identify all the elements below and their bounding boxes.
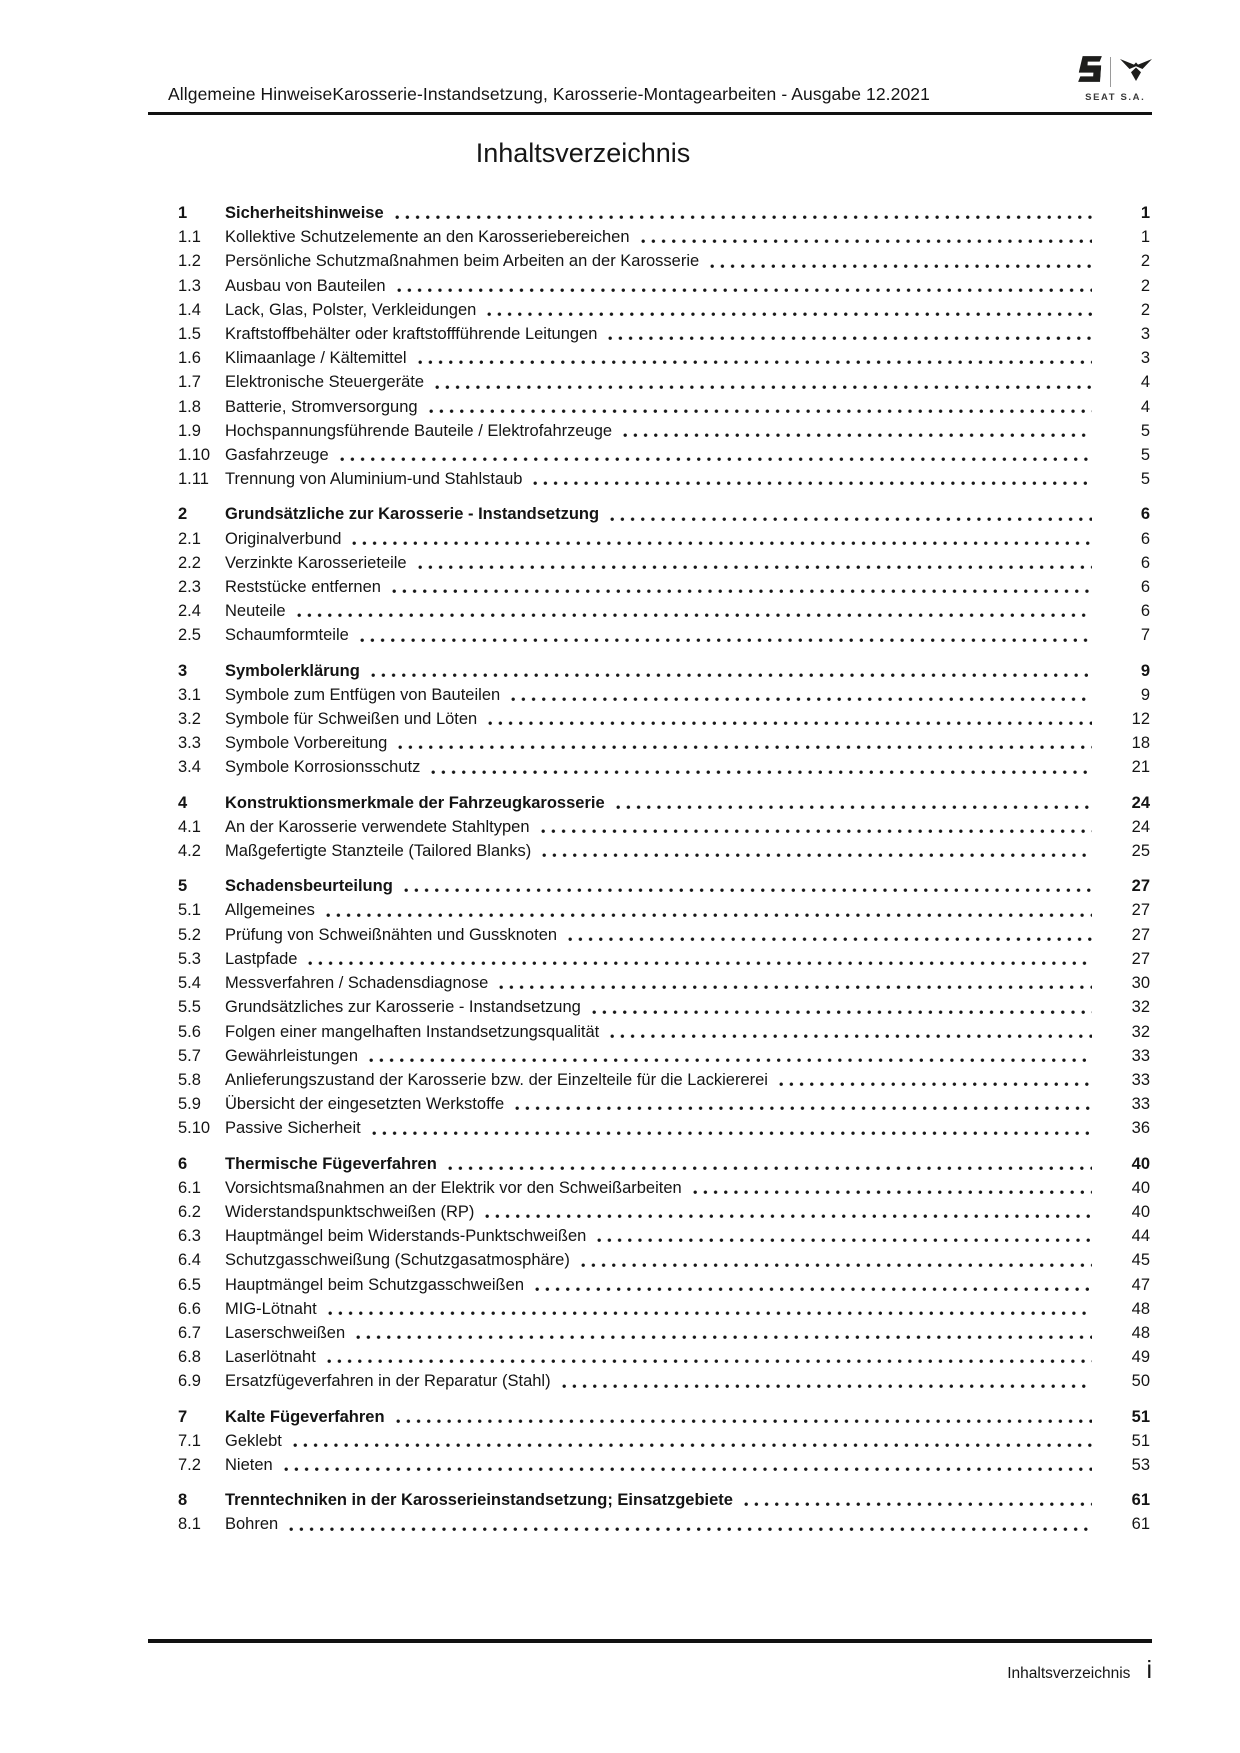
- toc-entry-page: 5: [1140, 421, 1150, 440]
- dot-leader-icon: [289, 1429, 1092, 1453]
- toc-entry-title: Symbole Korrosionsschutz: [225, 758, 421, 777]
- toc-entry-title: Symbole Vorbereitung: [225, 734, 388, 753]
- toc-entry-title: Trenntechniken in der Karosserieinstandsetzung; Einsatzgebiete: [225, 1491, 733, 1510]
- toc-entry-number: 3.4: [178, 758, 201, 777]
- dot-leader-icon: [484, 707, 1092, 731]
- toc-entry-title: Klimaanlage / Kältemittel: [225, 349, 407, 368]
- dot-leader-icon: [425, 395, 1092, 419]
- toc-row: [178, 249, 1150, 273]
- toc-entry-number: 1.8: [178, 397, 201, 416]
- toc-row: [178, 551, 1150, 575]
- toc-row: [178, 683, 1150, 707]
- toc-row: [178, 1152, 1150, 1176]
- toc-row: [178, 1297, 1150, 1321]
- toc-entry-title: Konstruktionsmerkmale der Fahrzeugkarosserie: [225, 793, 605, 812]
- dot-leader-icon: [637, 225, 1093, 249]
- dot-leader-icon: [564, 923, 1092, 947]
- toc-entry-number: 6.5: [178, 1275, 201, 1294]
- toc-entry-title: Kollektive Schutzelemente an den Karosseriebereichen: [225, 228, 630, 247]
- toc-row: [178, 201, 1150, 225]
- toc-entry-title: Hauptmängel beim Widerstands-Punktschweißen: [225, 1227, 587, 1246]
- toc-row: [178, 1488, 1150, 1512]
- dot-leader-icon: [336, 443, 1092, 467]
- toc-row: [178, 707, 1150, 731]
- toc-entry-number: 1: [178, 204, 188, 222]
- toc-entry-number: 2.5: [178, 626, 201, 645]
- toc-entry-page: 30: [1131, 974, 1150, 993]
- dot-leader-icon: [393, 274, 1092, 298]
- toc-entry-page: 27: [1131, 949, 1150, 968]
- toc-entry-number: 6.7: [178, 1323, 201, 1342]
- toc-entry-page: 3: [1140, 349, 1150, 368]
- toc-entry-title: MIG-Lötnaht: [225, 1299, 317, 1318]
- toc-entry-page: 4: [1140, 373, 1150, 392]
- dot-leader-icon: [392, 1405, 1092, 1429]
- footer-label: Inhaltsverzeichnis: [1007, 1665, 1131, 1682]
- toc-entry-title: Batterie, Stromversorgung: [225, 397, 418, 416]
- dot-leader-icon: [414, 551, 1092, 575]
- toc-entry-page: 32: [1131, 1022, 1150, 1041]
- toc-row: [178, 1512, 1150, 1536]
- toc-entry-title: Hauptmängel beim Schutzgasschweißen: [225, 1275, 524, 1294]
- toc-entry-number: 2: [178, 505, 188, 524]
- dot-leader-icon: [427, 755, 1092, 779]
- toc-entry-title: An der Karosserie verwendete Stahltypen: [225, 817, 530, 836]
- toc-entry-title: Neuteile: [225, 602, 286, 621]
- dot-leader-icon: [606, 1020, 1092, 1044]
- toc-entry-title: Schadensbeurteilung: [225, 877, 393, 896]
- dot-leader-icon: [367, 659, 1092, 683]
- toc-entry-number: 2.1: [178, 529, 201, 548]
- dot-leader-icon: [400, 874, 1092, 898]
- toc-entry-number: 6.8: [178, 1348, 201, 1367]
- toc-entry-page: 44: [1131, 1227, 1150, 1246]
- toc-row: [178, 1020, 1150, 1044]
- toc-entry-number: 1.3: [178, 276, 201, 295]
- toc-entry-number: 5.6: [178, 1022, 201, 1041]
- toc-row: [178, 1321, 1150, 1345]
- toc-row: [178, 815, 1150, 839]
- page-header: [148, 0, 1152, 115]
- toc-entry-page: 61: [1131, 1515, 1150, 1534]
- toc-row: [178, 274, 1150, 298]
- dot-leader-icon: [483, 298, 1092, 322]
- toc-entry-number: 2.2: [178, 553, 201, 572]
- toc-entry-title: Passive Sicherheit: [225, 1119, 361, 1138]
- toc-row: [178, 298, 1150, 322]
- toc-row: [178, 731, 1150, 755]
- toc-entry-page: 47: [1131, 1275, 1150, 1294]
- toc-entry-page: 45: [1131, 1251, 1150, 1270]
- toc-entry-number: 2.3: [178, 578, 201, 597]
- toc-row: [178, 395, 1150, 419]
- toc-row: [178, 839, 1150, 863]
- toc-entry-title: Elektronische Steuergeräte: [225, 373, 425, 392]
- toc-row: [178, 467, 1150, 491]
- toc-entry-number: 5.8: [178, 1070, 201, 1089]
- toc-row: [178, 527, 1150, 551]
- toc-entry-page: 4: [1140, 397, 1150, 416]
- toc-entry-title: Kalte Fügeverfahren: [225, 1407, 385, 1426]
- toc-row: [178, 502, 1150, 526]
- toc-entry-page: 48: [1131, 1323, 1150, 1342]
- toc-entry-page: 40: [1131, 1178, 1150, 1197]
- toc-row: [178, 1405, 1150, 1429]
- dot-leader-icon: [365, 1044, 1092, 1068]
- dot-leader-icon: [775, 1068, 1092, 1092]
- dot-leader-icon: [394, 731, 1092, 755]
- toc-entry-number: 4: [178, 793, 188, 812]
- toc-entry-page: 51: [1131, 1431, 1150, 1450]
- toc-entry-number: 6.9: [178, 1372, 201, 1391]
- toc-row: [178, 1369, 1150, 1393]
- toc-entry-page: 33: [1131, 1070, 1150, 1089]
- toc-row: [178, 1429, 1150, 1453]
- toc-entry-page: 27: [1131, 901, 1150, 920]
- toc-entry-number: 1.10: [178, 446, 211, 465]
- toc-row: [178, 1092, 1150, 1116]
- toc-entry-page: 50: [1131, 1372, 1150, 1391]
- toc-entry-page: 21: [1131, 758, 1150, 777]
- toc-entry-number: 7: [178, 1407, 188, 1426]
- toc-entry-title: Prüfung von Schweißnähten und Gussknoten: [225, 925, 558, 944]
- dot-leader-icon: [529, 467, 1092, 491]
- toc-entry-title: Schaumformteile: [225, 626, 349, 645]
- dot-leader-icon: [606, 502, 1092, 526]
- toc-entry-page: 51: [1131, 1407, 1150, 1426]
- toc-entry-title: Gewährleistungen: [225, 1046, 358, 1065]
- toc-entry-page: 5: [1140, 470, 1150, 489]
- dot-leader-icon: [612, 791, 1092, 815]
- toc-entry-title: Widerstandspunktschweißen (RP): [225, 1202, 475, 1221]
- header-title: Allgemeine HinweiseKarosserie-Instandsetzung, Karosserie-Montagearbeiten - Ausgabe 12.2021: [168, 84, 930, 104]
- dot-leader-icon: [414, 346, 1092, 370]
- toc-entry-title: Sicherheitshinweise: [225, 204, 384, 222]
- toc-entry-number: 6: [178, 1154, 188, 1173]
- dot-leader-icon: [507, 683, 1092, 707]
- toc-entry-page: 32: [1131, 998, 1150, 1017]
- toc-entry-title: Maßgefertigte Stanzteile (Tailored Blanks): [225, 842, 532, 861]
- dot-leader-icon: [706, 249, 1092, 273]
- toc-entry-number: 1.7: [178, 373, 201, 392]
- toc-row: [178, 1044, 1150, 1068]
- dot-leader-icon: [604, 322, 1092, 346]
- toc-entry-page: 1: [1140, 204, 1150, 222]
- toc-entry-title: Laserlötnaht: [225, 1348, 316, 1367]
- toc-row: [178, 791, 1150, 815]
- table-of-contents: [178, 201, 1150, 1537]
- toc-entry-title: Verzinkte Karosserieteile: [225, 553, 407, 572]
- toc-entry-page: 61: [1131, 1491, 1150, 1510]
- toc-entry-number: 3.3: [178, 734, 201, 753]
- toc-row: [178, 971, 1150, 995]
- toc-entry-title: Originalverbund: [225, 529, 342, 548]
- toc-entry-page: 1: [1140, 228, 1150, 247]
- toc-entry-number: 1.11: [178, 470, 209, 489]
- toc-entry-page: 24: [1131, 793, 1150, 812]
- toc-entry-title: Messverfahren / Schadensdiagnose: [225, 974, 489, 993]
- dot-leader-icon: [304, 947, 1092, 971]
- dot-leader-icon: [368, 1116, 1092, 1140]
- toc-entry-number: 3.1: [178, 685, 201, 704]
- dot-leader-icon: [481, 1200, 1092, 1224]
- toc-row: [178, 755, 1150, 779]
- dot-leader-icon: [444, 1152, 1092, 1176]
- toc-row: [178, 370, 1150, 394]
- toc-row: [178, 1273, 1150, 1297]
- footer-rule: [148, 1639, 1152, 1643]
- toc-entry-title: Persönliche Schutzmaßnahmen beim Arbeiten an der Karosserie: [225, 252, 700, 271]
- page-footer: [1007, 1656, 1152, 1685]
- dot-leader-icon: [356, 623, 1092, 647]
- toc-row: [178, 322, 1150, 346]
- toc-row: [178, 995, 1150, 1019]
- toc-entry-title: Reststücke entfernen: [225, 578, 381, 597]
- toc-row: [178, 225, 1150, 249]
- toc-entry-title: Ersatzfügeverfahren in der Reparatur (Stahl): [225, 1372, 551, 1391]
- toc-entry-number: 1.6: [178, 349, 201, 368]
- toc-entry-title: Bohren: [225, 1515, 279, 1534]
- toc-entry-number: 4.1: [178, 817, 201, 836]
- toc-entry-title: Übersicht der eingesetzten Werkstoffe: [225, 1095, 505, 1114]
- toc-entry-number: 3: [178, 661, 188, 680]
- toc-entry-title: Schutzgasschweißung (Schutzgasatmosphäre): [225, 1251, 570, 1270]
- toc-entry-title: Geklebt: [225, 1431, 282, 1450]
- toc-entry-number: 5.10: [178, 1119, 211, 1138]
- toc-entry-page: 33: [1131, 1095, 1150, 1114]
- toc-entry-number: 5: [178, 877, 188, 896]
- toc-entry-title: Lack, Glas, Polster, Verkleidungen: [225, 300, 477, 319]
- toc-row: [178, 346, 1150, 370]
- toc-row: [178, 874, 1150, 898]
- toc-entry-page: 6: [1140, 602, 1150, 621]
- toc-entry-page: 9: [1140, 685, 1150, 704]
- toc-row: [178, 1224, 1150, 1248]
- dot-leader-icon: [619, 419, 1092, 443]
- toc-entry-page: 6: [1140, 505, 1150, 524]
- toc-entry-number: 5.5: [178, 998, 201, 1017]
- toc-row: [178, 623, 1150, 647]
- dot-leader-icon: [293, 599, 1092, 623]
- page-title: Inhaltsverzeichnis: [475, 138, 691, 168]
- toc-entry-number: 8.1: [178, 1515, 201, 1534]
- toc-entry-number: 1.2: [178, 252, 201, 271]
- dot-leader-icon: [388, 575, 1092, 599]
- toc-entry-number: 1.5: [178, 325, 201, 344]
- toc-entry-page: 5: [1140, 446, 1150, 465]
- dot-leader-icon: [323, 1345, 1092, 1369]
- toc-entry-page: 3: [1140, 325, 1150, 344]
- toc-entry-title: Kraftstoffbehälter oder kraftstoffführende Leitungen: [225, 325, 598, 344]
- toc-row: [178, 1200, 1150, 1224]
- toc-entry-number: 6.1: [178, 1178, 201, 1197]
- toc-row: [178, 659, 1150, 683]
- toc-entry-page: 24: [1131, 817, 1150, 836]
- toc-entry-title: Ausbau von Bauteilen: [225, 276, 386, 295]
- toc-row: [178, 1345, 1150, 1369]
- toc-entry-number: 5.1: [178, 901, 201, 920]
- toc-entry-number: 7.2: [178, 1455, 201, 1474]
- toc-entry-number: 2.4: [178, 602, 201, 621]
- dot-leader-icon: [558, 1369, 1092, 1393]
- toc-entry-page: 9: [1140, 661, 1150, 680]
- toc-row: [178, 1453, 1150, 1477]
- toc-entry-page: 27: [1131, 925, 1150, 944]
- toc-row: [178, 443, 1150, 467]
- toc-row: [178, 1116, 1150, 1140]
- toc-entry-page: 40: [1131, 1202, 1150, 1221]
- toc-row: [178, 575, 1150, 599]
- toc-entry-title: Symbole zum Entfügen von Bauteilen: [225, 685, 501, 704]
- toc-entry-page: 6: [1140, 578, 1150, 597]
- dot-leader-icon: [689, 1176, 1092, 1200]
- toc-entry-page: 2: [1140, 252, 1150, 271]
- toc-entry-number: 7.1: [178, 1431, 201, 1450]
- toc-entry-title: Thermische Fügeverfahren: [225, 1154, 437, 1173]
- toc-entry-page: 2: [1140, 300, 1150, 319]
- toc-entry-number: 5.9: [178, 1095, 201, 1114]
- dot-leader-icon: [593, 1224, 1092, 1248]
- toc-row: [178, 1176, 1150, 1200]
- toc-entry-title: Grundsätzliche zur Karosserie - Instandsetzung: [225, 505, 600, 524]
- toc-entry-number: 6.2: [178, 1202, 201, 1221]
- toc-entry-page: 7: [1140, 626, 1150, 645]
- toc-entry-number: 6.3: [178, 1227, 201, 1246]
- toc-entry-title: Vorsichtsmaßnahmen an der Elektrik vor den Schweißarbeiten: [225, 1178, 682, 1197]
- toc-entry-title: Grundsätzliches zur Karosserie - Instandsetzung: [225, 998, 581, 1017]
- toc-entry-title: Lastpfade: [225, 949, 298, 968]
- dot-leader-icon: [531, 1273, 1092, 1297]
- dot-leader-icon: [537, 815, 1092, 839]
- dot-leader-icon: [495, 971, 1092, 995]
- dot-leader-icon: [577, 1248, 1092, 1272]
- toc-row: [178, 599, 1150, 623]
- toc-entry-title: Symbole für Schweißen und Löten: [225, 710, 478, 729]
- toc-entry-number: 6.6: [178, 1299, 201, 1318]
- toc-entry-page: 2: [1140, 276, 1150, 295]
- toc-entry-page: 18: [1131, 734, 1150, 753]
- toc-row: [178, 923, 1150, 947]
- toc-entry-page: 40: [1131, 1154, 1150, 1173]
- toc-entry-page: 48: [1131, 1299, 1150, 1318]
- footer-page-number: i: [1146, 1656, 1152, 1684]
- toc-entry-title: Trennung von Aluminium-und Stahlstaub: [225, 470, 523, 489]
- toc-entry-title: Symbolerklärung: [225, 661, 360, 680]
- toc-entry-page: 25: [1131, 842, 1150, 861]
- brand-name: SEAT S.A.: [1085, 92, 1146, 103]
- toc-entry-number: 5.7: [178, 1046, 201, 1065]
- toc-entry-number: 1.1: [178, 228, 201, 247]
- toc-entry-page: 27: [1131, 877, 1150, 896]
- dot-leader-icon: [431, 370, 1092, 394]
- toc-entry-title: Allgemeines: [225, 901, 315, 920]
- toc-entry-title: Anlieferungszustand der Karosserie bzw. der Einzelteile für die Lackiererei: [225, 1070, 768, 1089]
- toc-entry-page: 12: [1131, 710, 1150, 729]
- dot-leader-icon: [740, 1488, 1092, 1512]
- toc-entry-title: Laserschweißen: [225, 1323, 346, 1342]
- toc-entry-number: 5.2: [178, 925, 201, 944]
- dot-leader-icon: [324, 1297, 1092, 1321]
- toc-entry-title: Gasfahrzeuge: [225, 446, 329, 465]
- toc-row: [178, 947, 1150, 971]
- dot-leader-icon: [348, 527, 1092, 551]
- toc-entry-number: 1.9: [178, 421, 201, 440]
- dot-leader-icon: [352, 1321, 1092, 1345]
- dot-leader-icon: [280, 1453, 1092, 1477]
- toc-entry-number: 4.2: [178, 842, 201, 861]
- toc-entry-title: Nieten: [225, 1455, 273, 1474]
- dot-leader-icon: [511, 1092, 1092, 1116]
- dot-leader-icon: [538, 839, 1092, 863]
- toc-entry-page: 36: [1131, 1119, 1150, 1138]
- toc-entry-page: 53: [1131, 1455, 1150, 1474]
- toc-entry-page: 33: [1131, 1046, 1150, 1065]
- toc-entry-number: 6.4: [178, 1251, 201, 1270]
- toc-entry-title: Hochspannungsführende Bauteile / Elektrofahrzeuge: [225, 421, 613, 440]
- toc-entry-page: 6: [1140, 553, 1150, 572]
- toc-entry-number: 3.2: [178, 710, 201, 729]
- toc-entry-number: 8: [178, 1491, 188, 1510]
- toc-entry-title: Folgen einer mangelhaften Instandsetzungsqualität: [225, 1022, 600, 1041]
- dot-leader-icon: [391, 201, 1092, 225]
- toc-row: [178, 1248, 1150, 1272]
- toc-entry-page: 49: [1131, 1348, 1150, 1367]
- toc-row: [178, 1068, 1150, 1092]
- toc-entry-page: 6: [1140, 529, 1150, 548]
- dot-leader-icon: [285, 1512, 1092, 1536]
- toc-row: [178, 419, 1150, 443]
- toc-entry-number: 5.3: [178, 949, 201, 968]
- dot-leader-icon: [322, 898, 1092, 922]
- toc-entry-number: 1.4: [178, 300, 201, 319]
- toc-row: [178, 898, 1150, 922]
- toc-entry-number: 5.4: [178, 974, 201, 993]
- dot-leader-icon: [588, 995, 1092, 1019]
